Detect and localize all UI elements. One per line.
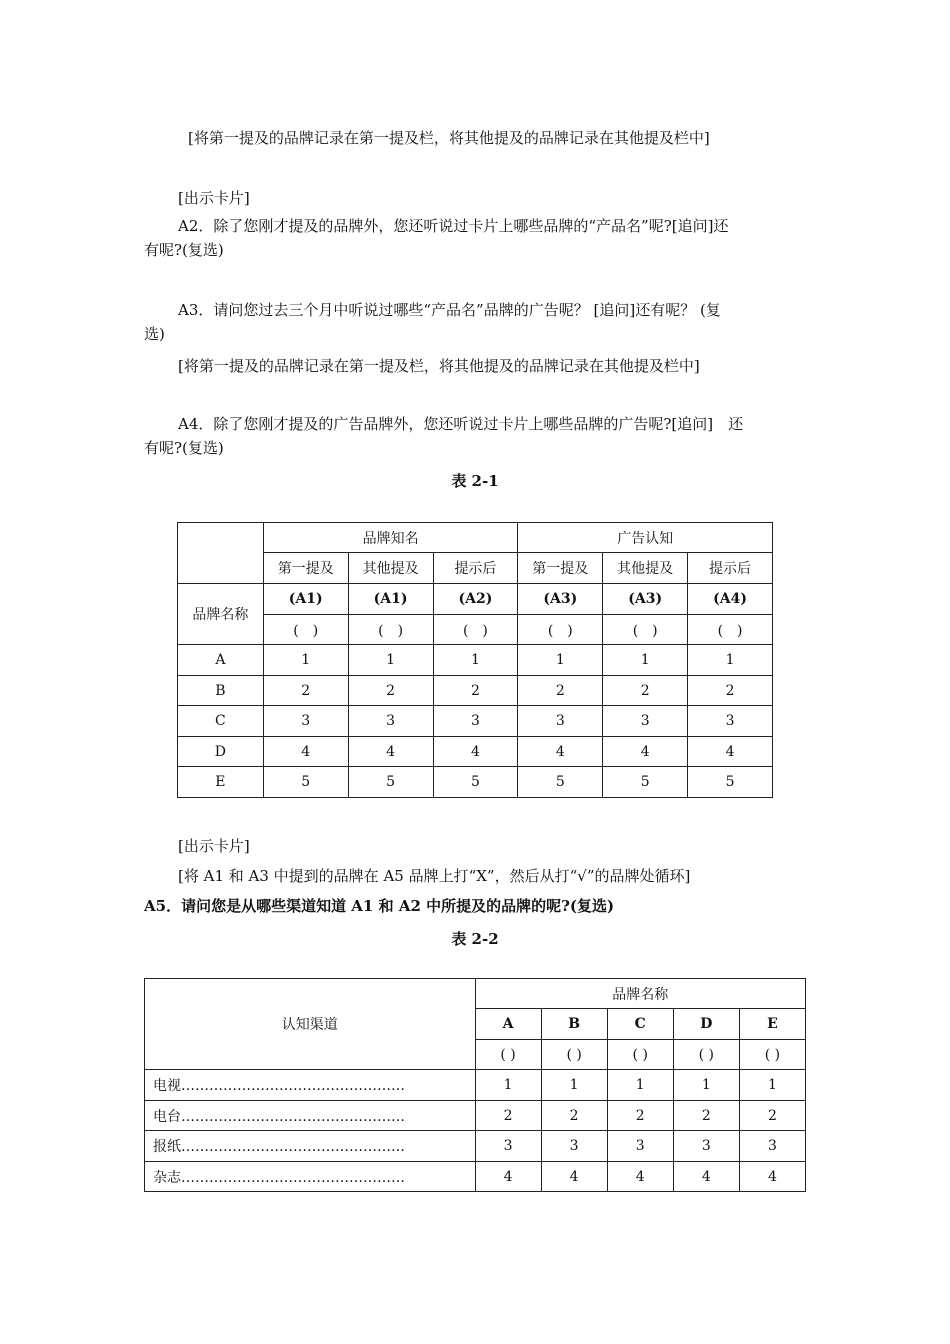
a3-record-note: [将第一提及的品牌记录在第一提及栏，将其他提及的品牌记录在其他提及栏中] <box>178 357 700 375</box>
value-cell: 1 <box>433 645 518 676</box>
table-row <box>178 645 773 676</box>
question-code: (A1) <box>263 584 348 615</box>
brand-cell: D <box>178 737 264 767</box>
value-cell: 2 <box>348 676 433 706</box>
value-cell: 3 <box>541 1131 607 1162</box>
table-row <box>178 676 773 706</box>
value-cell: 4 <box>348 737 433 767</box>
table2-caption: 表 2-2 <box>451 930 499 948</box>
value-cell: 5 <box>518 767 603 798</box>
blank-field: ( ) <box>541 1040 607 1070</box>
row-header-brand-name: 品牌名称 <box>178 584 264 645</box>
table-row <box>145 1101 806 1131</box>
value-cell: 4 <box>433 737 518 767</box>
question-a2-line1: A2．除了您刚才提及的品牌外，您还听说过卡片上哪些品牌的“产品名”呢?[追问]还 <box>178 217 729 235</box>
question-code: (A3) <box>518 584 603 615</box>
value-cell: 2 <box>688 676 773 706</box>
blank-field: ( ) <box>475 1040 541 1070</box>
subheader: 第一提及 <box>263 553 348 584</box>
value-cell: 1 <box>739 1070 805 1101</box>
brand-column-header: B <box>541 1009 607 1040</box>
value-cell: 2 <box>433 676 518 706</box>
table-row <box>145 1131 806 1162</box>
question-a4-line2: 有呢?(复选) <box>144 439 224 457</box>
intro-note: [将第一提及的品牌记录在第一提及栏，将其他提及的品牌记录在其他提及栏中] <box>188 129 710 147</box>
value-cell: 5 <box>603 767 688 798</box>
value-cell: 1 <box>518 645 603 676</box>
table1-caption: 表 2-1 <box>451 472 499 490</box>
brand-cell: C <box>178 706 264 737</box>
value-cell: 1 <box>348 645 433 676</box>
value-cell: 4 <box>739 1162 805 1192</box>
subheader: 第一提及 <box>518 553 603 584</box>
brand-column-header: C <box>607 1009 673 1040</box>
question-a3-line2: 选) <box>144 325 165 343</box>
question-code: (A3) <box>603 584 688 615</box>
value-cell: 3 <box>739 1131 805 1162</box>
a5-instruction-note: [将 A1 和 A3 中提到的品牌在 A5 品牌上打“X”，然后从打“√”的品牌处循环] <box>178 867 691 885</box>
question-code: (A1) <box>348 584 433 615</box>
value-cell: 4 <box>475 1162 541 1192</box>
value-cell: 2 <box>607 1101 673 1131</box>
value-cell: 3 <box>607 1131 673 1162</box>
brand-name-header: 品牌名称 <box>475 979 806 1009</box>
blank-field: ( ) <box>673 1040 739 1070</box>
value-cell: 3 <box>433 706 518 737</box>
value-cell: 3 <box>518 706 603 737</box>
table-row <box>178 737 773 767</box>
corner-cell <box>178 523 264 584</box>
question-code: (A4) <box>688 584 773 615</box>
value-cell: 1 <box>607 1070 673 1101</box>
brand-cell: E <box>178 767 264 798</box>
value-cell: 4 <box>607 1162 673 1192</box>
brand-column-header: A <box>475 1009 541 1040</box>
brand-awareness-table <box>177 522 773 798</box>
group-ad-awareness: 广告认知 <box>518 523 773 553</box>
value-cell: 3 <box>673 1131 739 1162</box>
value-cell: 4 <box>541 1162 607 1192</box>
blank-field: ( ) <box>603 615 688 645</box>
value-cell: 5 <box>433 767 518 798</box>
value-cell: 2 <box>541 1101 607 1131</box>
value-cell: 3 <box>263 706 348 737</box>
value-cell: 2 <box>518 676 603 706</box>
blank-field: ( ) <box>518 615 603 645</box>
value-cell: 5 <box>263 767 348 798</box>
blank-field: ( ) <box>263 615 348 645</box>
group-brand-awareness: 品牌知名 <box>263 523 518 553</box>
value-cell: 4 <box>518 737 603 767</box>
table-row <box>178 767 773 798</box>
subheader: 提示后 <box>688 553 773 584</box>
value-cell: 3 <box>603 706 688 737</box>
value-cell: 5 <box>688 767 773 798</box>
question-a2-line2: 有呢?(复选) <box>144 241 224 259</box>
channel-header: 认知渠道 <box>145 979 476 1070</box>
channel-cell: 报纸………………………………………… <box>145 1131 476 1162</box>
brand-column-header: D <box>673 1009 739 1040</box>
channel-table <box>144 978 806 1192</box>
channel-cell: 电视………………………………………… <box>145 1070 476 1101</box>
subheader: 其他提及 <box>348 553 433 584</box>
subheader: 提示后 <box>433 553 518 584</box>
subheader: 其他提及 <box>603 553 688 584</box>
value-cell: 5 <box>348 767 433 798</box>
value-cell: 1 <box>541 1070 607 1101</box>
table-row <box>145 1070 806 1101</box>
value-cell: 1 <box>263 645 348 676</box>
value-cell: 2 <box>673 1101 739 1131</box>
value-cell: 2 <box>475 1101 541 1131</box>
value-cell: 2 <box>263 676 348 706</box>
table-row <box>145 1162 806 1192</box>
question-a4-line1: A4．除了您刚才提及的广告品牌外，您还听说过卡片上哪些品牌的广告呢?[追问] 还 <box>178 415 744 433</box>
blank-field: ( ) <box>688 615 773 645</box>
value-cell: 1 <box>475 1070 541 1101</box>
question-code: (A2) <box>433 584 518 615</box>
value-cell: 3 <box>348 706 433 737</box>
blank-field: ( ) <box>348 615 433 645</box>
value-cell: 2 <box>739 1101 805 1131</box>
value-cell: 4 <box>673 1162 739 1192</box>
value-cell: 1 <box>688 645 773 676</box>
value-cell: 4 <box>688 737 773 767</box>
brand-cell: B <box>178 676 264 706</box>
value-cell: 3 <box>688 706 773 737</box>
table-row <box>178 706 773 737</box>
blank-field: ( ) <box>433 615 518 645</box>
channel-cell: 电台………………………………………… <box>145 1101 476 1131</box>
blank-field: ( ) <box>739 1040 805 1070</box>
value-cell: 1 <box>673 1070 739 1101</box>
show-card-note-2: [出示卡片] <box>178 837 250 855</box>
value-cell: 4 <box>603 737 688 767</box>
value-cell: 3 <box>475 1131 541 1162</box>
value-cell: 4 <box>263 737 348 767</box>
blank-field: ( ) <box>607 1040 673 1070</box>
value-cell: 2 <box>603 676 688 706</box>
brand-column-header: E <box>739 1009 805 1040</box>
brand-cell: A <box>178 645 264 676</box>
value-cell: 1 <box>603 645 688 676</box>
channel-cell: 杂志………………………………………… <box>145 1162 476 1192</box>
question-a3-line1: A3．请问您过去三个月中听说过哪些“产品名”品牌的广告呢？ [追问]还有呢？ (复 <box>178 301 721 319</box>
question-a5: A5．请问您是从哪些渠道知道 A1 和 A2 中所提及的品牌的呢?(复选) <box>144 897 615 915</box>
show-card-note: [出示卡片] <box>178 189 250 207</box>
